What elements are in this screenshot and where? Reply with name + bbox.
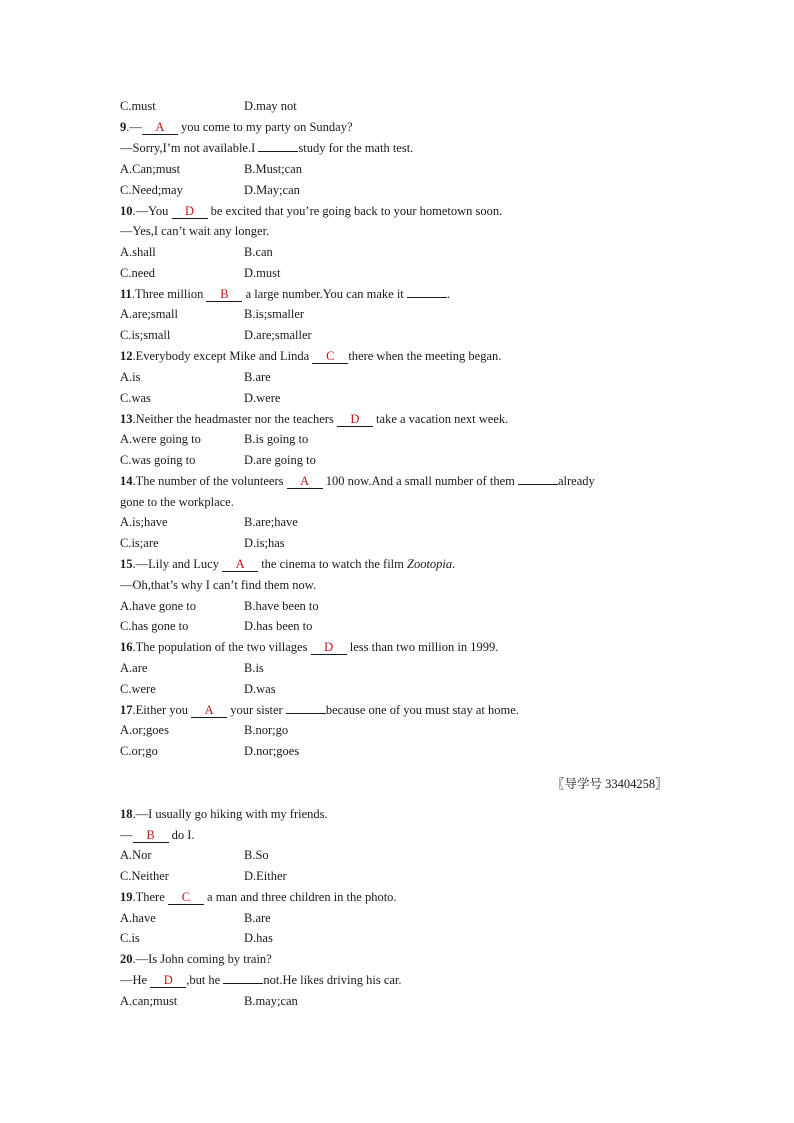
q18-option-a: A.Nor bbox=[120, 848, 152, 862]
q17-answer: A bbox=[191, 704, 227, 718]
q14-answer: A bbox=[287, 475, 323, 489]
q16-option-c: C.were bbox=[120, 682, 156, 696]
blank bbox=[286, 702, 326, 714]
q12-option-c: C.was bbox=[120, 391, 151, 405]
q13-option-b: B.is going to bbox=[244, 432, 309, 446]
q9-option-c: C.Need;may bbox=[120, 183, 183, 197]
blank bbox=[258, 140, 298, 152]
q14-option-d: D.is;has bbox=[244, 536, 285, 550]
q15-line2: —Oh,that’s why I can’t find them now. bbox=[120, 578, 317, 592]
reference-number: 〖导学号 33404258〗 bbox=[552, 777, 668, 791]
q14-line2: gone to the workplace. bbox=[120, 495, 234, 509]
q13-option-c: C.was going to bbox=[120, 453, 196, 467]
q11-option-c: C.is;small bbox=[120, 328, 171, 342]
q10-option-a: A.shall bbox=[120, 245, 156, 259]
q14-option-a: A.is;have bbox=[120, 515, 168, 529]
q10-line2: —Yes,I can’t wait any longer. bbox=[120, 224, 270, 238]
q9-option-a: A.Can;must bbox=[120, 162, 181, 176]
q10-stem: 10.—You D be excited that you’re going back to your hometown soon. bbox=[120, 204, 503, 218]
q16-answer: D bbox=[311, 641, 347, 655]
q8-option-c: C.must bbox=[120, 99, 156, 113]
q20-option-a: A.can;must bbox=[120, 994, 178, 1008]
q18-line2: — B do I. bbox=[120, 828, 195, 842]
q17-option-a: A.or;goes bbox=[120, 723, 169, 737]
q16-option-d: D.was bbox=[244, 682, 276, 696]
q9-answer: A bbox=[142, 121, 178, 135]
q9-number: 9 bbox=[120, 120, 127, 134]
q14-option-c: C.is;are bbox=[120, 536, 159, 550]
q12-option-a: A.is bbox=[120, 370, 141, 384]
q16-option-b: B.is bbox=[244, 661, 264, 675]
q9-option-b: B.Must;can bbox=[244, 162, 302, 176]
blank bbox=[223, 972, 263, 984]
blank bbox=[407, 286, 447, 298]
q18-option-c: C.Neither bbox=[120, 869, 169, 883]
q15-option-b: B.have been to bbox=[244, 599, 319, 613]
q15-option-d: D.has been to bbox=[244, 619, 313, 633]
q17-stem: 17.Either you A your sister because one of you must stay at home. bbox=[120, 703, 519, 717]
q10-option-c: C.need bbox=[120, 266, 156, 280]
q19-option-a: A.have bbox=[120, 911, 156, 925]
q20-stem: 20.—Is John coming by train? bbox=[120, 952, 272, 966]
q18-stem: 18.—I usually go hiking with my friends. bbox=[120, 807, 328, 821]
q16-stem: 16.The population of the two villages D less than two million in 1999. bbox=[120, 640, 499, 654]
q8-option-d: D.may not bbox=[244, 99, 297, 113]
q13-option-d: D.are going to bbox=[244, 453, 316, 467]
q13-answer: D bbox=[337, 413, 373, 427]
q11-option-b: B.is;smaller bbox=[244, 307, 305, 321]
q12-answer: C bbox=[312, 350, 348, 364]
q19-option-b: B.are bbox=[244, 911, 271, 925]
q19-option-d: D.has bbox=[244, 931, 273, 945]
q17-option-b: B.nor;go bbox=[244, 723, 289, 737]
q15-option-a: A.have gone to bbox=[120, 599, 197, 613]
q13-option-a: A.were going to bbox=[120, 432, 201, 446]
q16-option-a: A.are bbox=[120, 661, 148, 675]
q19-stem: 19.There C a man and three children in the photo. bbox=[120, 890, 397, 904]
q12-stem: 12.Everybody except Mike and Linda C there when the meeting began. bbox=[120, 349, 502, 363]
q9-option-d: D.May;can bbox=[244, 183, 300, 197]
q11-option-a: A.are;small bbox=[120, 307, 178, 321]
q18-option-b: B.So bbox=[244, 848, 269, 862]
q15-answer: A bbox=[222, 558, 258, 572]
q12-option-d: D.were bbox=[244, 391, 281, 405]
q14-option-b: B.are;have bbox=[244, 515, 298, 529]
q20-option-b: B.may;can bbox=[244, 994, 298, 1008]
q17-option-d: D.nor;goes bbox=[244, 744, 300, 758]
blank bbox=[518, 473, 558, 485]
q12-option-b: B.are bbox=[244, 370, 271, 384]
q10-option-d: D.must bbox=[244, 266, 281, 280]
q11-stem: 11.Three million B a large number.You can make it . bbox=[120, 287, 451, 301]
q11-answer: B bbox=[206, 288, 242, 302]
q15-option-c: C.has gone to bbox=[120, 619, 189, 633]
q10-option-b: B.can bbox=[244, 245, 273, 259]
q9-line2: —Sorry,I’m not available.I study for the math test. bbox=[120, 141, 414, 155]
q14-stem: 14.The number of the volunteers A 100 now.And a small number of them already bbox=[120, 474, 595, 488]
q9-stem: 9.— A you come to my party on Sunday? bbox=[120, 120, 353, 134]
q15-stem: 15.—Lily and Lucy A the cinema to watch the film Zootopia. bbox=[120, 557, 456, 571]
q20-answer: D bbox=[150, 974, 186, 988]
q17-option-c: C.or;go bbox=[120, 744, 158, 758]
q18-answer: B bbox=[133, 829, 169, 843]
q10-answer: D bbox=[172, 205, 208, 219]
q11-option-d: D.are;smaller bbox=[244, 328, 312, 342]
q20-line2: —He D ,but he not.He likes driving his car. bbox=[120, 973, 402, 987]
q19-option-c: C.is bbox=[120, 931, 140, 945]
q13-stem: 13.Neither the headmaster nor the teachers D take a vacation next week. bbox=[120, 412, 509, 426]
q18-option-d: D.Either bbox=[244, 869, 287, 883]
q19-answer: C bbox=[168, 891, 204, 905]
